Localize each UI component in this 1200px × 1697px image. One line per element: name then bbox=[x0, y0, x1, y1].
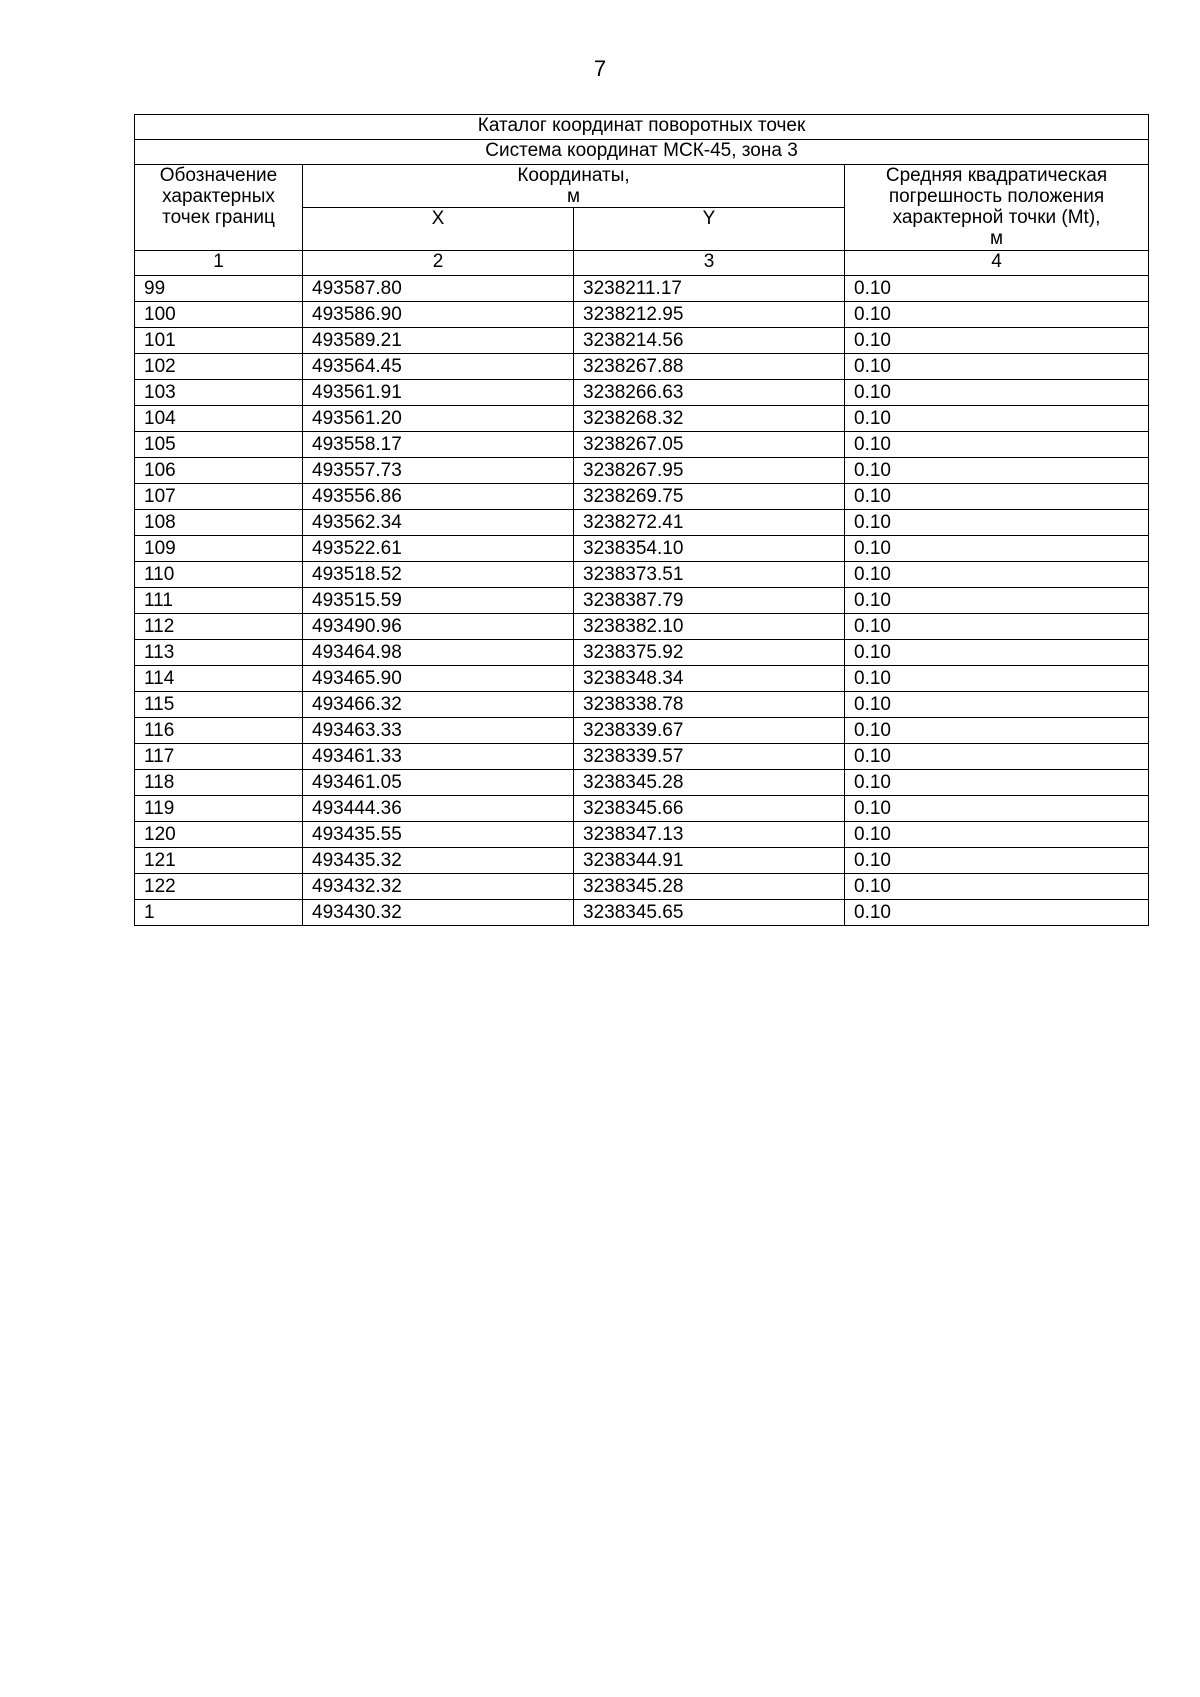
table-row bbox=[135, 666, 1149, 692]
table-row bbox=[135, 328, 1149, 354]
y-coordinate-cell: 3238272.41 bbox=[574, 510, 845, 536]
error-cell: 0.10 bbox=[845, 510, 1149, 536]
x-coordinate-cell: 493561.20 bbox=[303, 406, 574, 432]
x-coordinate-cell: 493430.32 bbox=[303, 900, 574, 926]
point-id-cell: 115 bbox=[135, 692, 303, 718]
error-cell: 0.10 bbox=[845, 536, 1149, 562]
header-coordinates: Координаты, м bbox=[303, 165, 845, 208]
y-coordinate-cell: 3238268.32 bbox=[574, 406, 845, 432]
x-coordinate-cell: 493465.90 bbox=[303, 666, 574, 692]
error-cell: 0.10 bbox=[845, 354, 1149, 380]
y-coordinate-cell: 3238345.28 bbox=[574, 874, 845, 900]
point-id-cell: 106 bbox=[135, 458, 303, 484]
table-row bbox=[135, 874, 1149, 900]
table-row bbox=[135, 302, 1149, 328]
table-row bbox=[135, 510, 1149, 536]
point-id-cell: 109 bbox=[135, 536, 303, 562]
error-cell: 0.10 bbox=[845, 328, 1149, 354]
y-coordinate-cell: 3238339.67 bbox=[574, 718, 845, 744]
error-cell: 0.10 bbox=[845, 640, 1149, 666]
point-id-cell: 112 bbox=[135, 614, 303, 640]
y-coordinate-cell: 3238345.28 bbox=[574, 770, 845, 796]
point-id-cell: 107 bbox=[135, 484, 303, 510]
y-coordinate-cell: 3238266.63 bbox=[574, 380, 845, 406]
error-cell: 0.10 bbox=[845, 380, 1149, 406]
point-id-cell: 105 bbox=[135, 432, 303, 458]
point-id-cell: 102 bbox=[135, 354, 303, 380]
error-cell: 0.10 bbox=[845, 770, 1149, 796]
x-coordinate-cell: 493561.91 bbox=[303, 380, 574, 406]
error-cell: 0.10 bbox=[845, 614, 1149, 640]
x-coordinate-cell: 493464.98 bbox=[303, 640, 574, 666]
error-cell: 0.10 bbox=[845, 744, 1149, 770]
y-coordinate-cell: 3238387.79 bbox=[574, 588, 845, 614]
header-designation: Обозначение характерных точек границ bbox=[135, 165, 303, 251]
point-id-cell: 113 bbox=[135, 640, 303, 666]
table-row bbox=[135, 432, 1149, 458]
table-row bbox=[135, 588, 1149, 614]
column-number-row bbox=[135, 251, 1149, 276]
column-number: 3 bbox=[574, 251, 845, 276]
table-row bbox=[135, 276, 1149, 302]
x-coordinate-cell: 493490.96 bbox=[303, 614, 574, 640]
point-id-cell: 101 bbox=[135, 328, 303, 354]
point-id-cell: 99 bbox=[135, 276, 303, 302]
table-title-row bbox=[135, 115, 1149, 140]
header-x: X bbox=[303, 208, 574, 251]
error-cell: 0.10 bbox=[845, 718, 1149, 744]
point-id-cell: 110 bbox=[135, 562, 303, 588]
coordinate-catalog-table bbox=[134, 114, 1149, 926]
error-cell: 0.10 bbox=[845, 874, 1149, 900]
error-cell: 0.10 bbox=[845, 848, 1149, 874]
x-coordinate-cell: 493515.59 bbox=[303, 588, 574, 614]
page-number: 7 bbox=[593, 56, 607, 81]
x-coordinate-cell: 493435.55 bbox=[303, 822, 574, 848]
table-subtitle: Система координат МСК-45, зона 3 bbox=[135, 140, 1149, 165]
x-coordinate-cell: 493556.86 bbox=[303, 484, 574, 510]
y-coordinate-cell: 3238347.13 bbox=[574, 822, 845, 848]
y-coordinate-cell: 3238269.75 bbox=[574, 484, 845, 510]
error-cell: 0.10 bbox=[845, 666, 1149, 692]
table-row bbox=[135, 458, 1149, 484]
y-coordinate-cell: 3238348.34 bbox=[574, 666, 845, 692]
error-cell: 0.10 bbox=[845, 276, 1149, 302]
table-body bbox=[135, 276, 1149, 926]
y-coordinate-cell: 3238354.10 bbox=[574, 536, 845, 562]
table-row bbox=[135, 900, 1149, 926]
y-coordinate-cell: 3238345.65 bbox=[574, 900, 845, 926]
y-coordinate-cell: 3238345.66 bbox=[574, 796, 845, 822]
x-coordinate-cell: 493558.17 bbox=[303, 432, 574, 458]
table-row bbox=[135, 614, 1149, 640]
point-id-cell: 100 bbox=[135, 302, 303, 328]
error-cell: 0.10 bbox=[845, 484, 1149, 510]
x-coordinate-cell: 493522.61 bbox=[303, 536, 574, 562]
table-row bbox=[135, 406, 1149, 432]
table-row bbox=[135, 718, 1149, 744]
table-row bbox=[135, 744, 1149, 770]
point-id-cell: 111 bbox=[135, 588, 303, 614]
error-cell: 0.10 bbox=[845, 432, 1149, 458]
x-coordinate-cell: 493463.33 bbox=[303, 718, 574, 744]
y-coordinate-cell: 3238211.17 bbox=[574, 276, 845, 302]
x-coordinate-cell: 493432.32 bbox=[303, 874, 574, 900]
point-id-cell: 116 bbox=[135, 718, 303, 744]
column-number: 4 bbox=[845, 251, 1149, 276]
y-coordinate-cell: 3238214.56 bbox=[574, 328, 845, 354]
table-row bbox=[135, 692, 1149, 718]
table-row bbox=[135, 796, 1149, 822]
point-id-cell: 119 bbox=[135, 796, 303, 822]
error-cell: 0.10 bbox=[845, 692, 1149, 718]
point-id-cell: 120 bbox=[135, 822, 303, 848]
point-id-cell: 108 bbox=[135, 510, 303, 536]
table-row bbox=[135, 354, 1149, 380]
y-coordinate-cell: 3238338.78 bbox=[574, 692, 845, 718]
y-coordinate-cell: 3238339.57 bbox=[574, 744, 845, 770]
x-coordinate-cell: 493444.36 bbox=[303, 796, 574, 822]
table-row bbox=[135, 640, 1149, 666]
table-row bbox=[135, 848, 1149, 874]
x-coordinate-cell: 493461.33 bbox=[303, 744, 574, 770]
x-coordinate-cell: 493587.80 bbox=[303, 276, 574, 302]
column-number: 1 bbox=[135, 251, 303, 276]
table-row bbox=[135, 536, 1149, 562]
point-id-cell: 121 bbox=[135, 848, 303, 874]
x-coordinate-cell: 493518.52 bbox=[303, 562, 574, 588]
point-id-cell: 114 bbox=[135, 666, 303, 692]
y-coordinate-cell: 3238267.88 bbox=[574, 354, 845, 380]
point-id-cell: 122 bbox=[135, 874, 303, 900]
column-number: 2 bbox=[303, 251, 574, 276]
point-id-cell: 1 bbox=[135, 900, 303, 926]
x-coordinate-cell: 493562.34 bbox=[303, 510, 574, 536]
header-y: Y bbox=[574, 208, 845, 251]
y-coordinate-cell: 3238267.05 bbox=[574, 432, 845, 458]
y-coordinate-cell: 3238267.95 bbox=[574, 458, 845, 484]
point-id-cell: 118 bbox=[135, 770, 303, 796]
x-coordinate-cell: 493586.90 bbox=[303, 302, 574, 328]
x-coordinate-cell: 493557.73 bbox=[303, 458, 574, 484]
error-cell: 0.10 bbox=[845, 458, 1149, 484]
header-row bbox=[135, 165, 1149, 208]
y-coordinate-cell: 3238344.91 bbox=[574, 848, 845, 874]
table-row bbox=[135, 380, 1149, 406]
y-coordinate-cell: 3238373.51 bbox=[574, 562, 845, 588]
header-mean-square-error: Средняя квадратическая погрешность положения характерной точки (Mt), м bbox=[845, 165, 1149, 251]
x-coordinate-cell: 493589.21 bbox=[303, 328, 574, 354]
error-cell: 0.10 bbox=[845, 406, 1149, 432]
error-cell: 0.10 bbox=[845, 796, 1149, 822]
x-coordinate-cell: 493564.45 bbox=[303, 354, 574, 380]
error-cell: 0.10 bbox=[845, 562, 1149, 588]
error-cell: 0.10 bbox=[845, 822, 1149, 848]
point-id-cell: 104 bbox=[135, 406, 303, 432]
table-row bbox=[135, 822, 1149, 848]
table-title: Каталог координат поворотных точек bbox=[135, 115, 1149, 140]
table-row bbox=[135, 562, 1149, 588]
x-coordinate-cell: 493435.32 bbox=[303, 848, 574, 874]
table-subtitle-row bbox=[135, 140, 1149, 165]
y-coordinate-cell: 3238375.92 bbox=[574, 640, 845, 666]
error-cell: 0.10 bbox=[845, 900, 1149, 926]
point-id-cell: 103 bbox=[135, 380, 303, 406]
y-coordinate-cell: 3238212.95 bbox=[574, 302, 845, 328]
table-row bbox=[135, 770, 1149, 796]
y-coordinate-cell: 3238382.10 bbox=[574, 614, 845, 640]
point-id-cell: 117 bbox=[135, 744, 303, 770]
table-row bbox=[135, 484, 1149, 510]
error-cell: 0.10 bbox=[845, 302, 1149, 328]
error-cell: 0.10 bbox=[845, 588, 1149, 614]
x-coordinate-cell: 493461.05 bbox=[303, 770, 574, 796]
x-coordinate-cell: 493466.32 bbox=[303, 692, 574, 718]
